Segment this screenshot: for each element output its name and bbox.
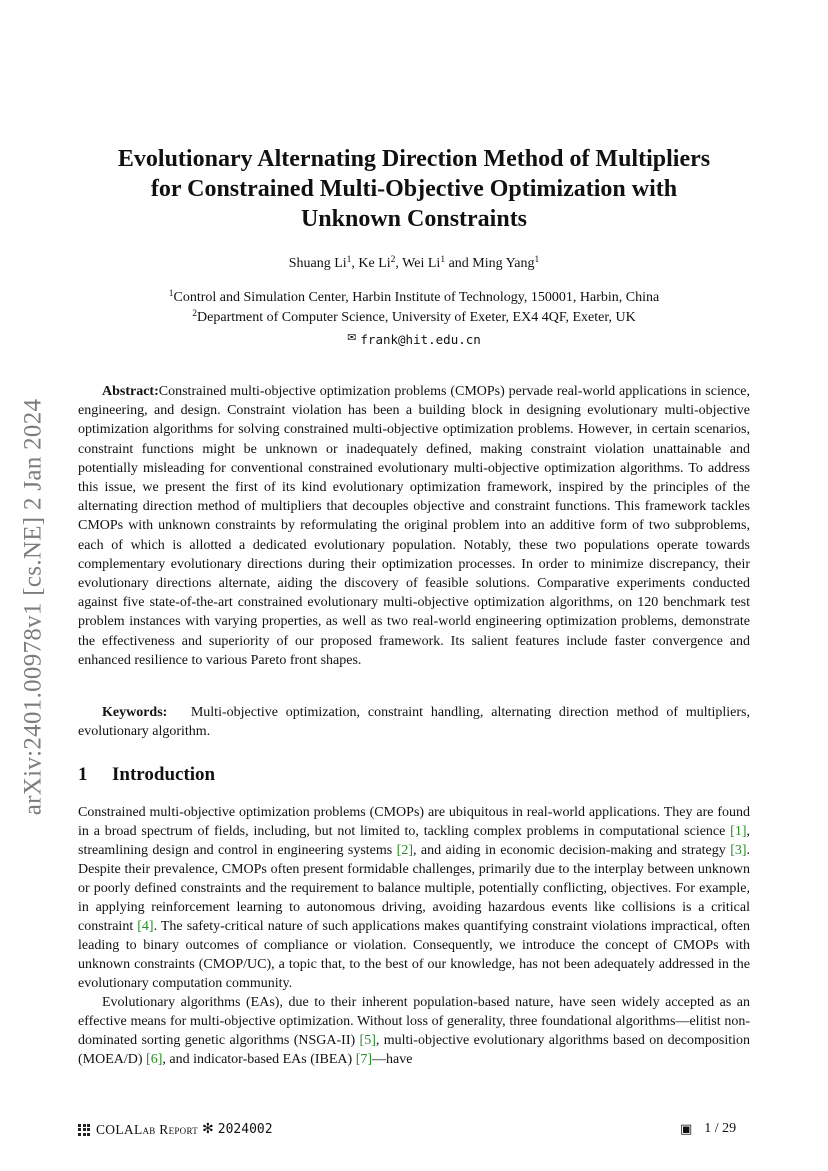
dots-grid-icon [78, 1124, 90, 1136]
author-affil-mark: 2 [390, 255, 396, 265]
citation-link[interactable]: [5] [359, 1033, 376, 1048]
envelope-icon: ✉ [347, 332, 357, 344]
affiliation [0, 288, 828, 308]
affiliation-text: Department of Computer Science, University of Exeter, EX4 4QF, Exeter, UK [197, 310, 636, 325]
affil-mark: 2 [192, 309, 198, 319]
footer-report [78, 1121, 273, 1138]
author: Shuang Li [288, 256, 347, 271]
introduction-body [78, 803, 750, 1069]
affiliation-text: Control and Simulation Center, Harbin Institute of Technology, 150001, Harbin, China [173, 290, 660, 305]
report-brand: COLALab Report [96, 1121, 199, 1137]
paragraph [78, 993, 750, 1069]
book-icon: ▣ [680, 1121, 693, 1136]
footer-page [680, 1121, 736, 1137]
keywords [78, 703, 750, 741]
email-link[interactable]: frank@hit.edu.cn [360, 332, 481, 347]
text-run: , multi-objective evolutionary algorithms based on decomposition (MOEA/D) [78, 1033, 751, 1067]
text-run: , and indicator-based EAs (IBEA) [162, 1052, 356, 1067]
section-number: 1 [78, 764, 88, 785]
text-run: —have [372, 1052, 413, 1067]
report-id: 2024002 [217, 1122, 273, 1137]
email-line [0, 328, 828, 351]
abstract-label: Abstract: [102, 384, 159, 399]
citation-link[interactable]: [3] [730, 843, 747, 858]
citation-link[interactable]: [4] [137, 919, 154, 934]
text-run: . Despite their prevalence, CMOPs often present formidable challenges, primarily due to the interplay between unknown or poorly defined constraints and the requirement to balance multiple, potentially conflicting, objectives. For example, in applying reinforcement learning to autonomous driving, avoiding hazardous events like collisions is a critical constraint [78, 843, 751, 934]
citation-link[interactable]: [6] [146, 1052, 163, 1067]
affiliation [0, 308, 828, 328]
text-run: . The safety-critical nature of such applications makes quantifying constraint violations impractical, often leading to binary outcomes of compliance or violation. Consequently, we introduce the concept of CMOPs with unknown constraints (CMOP/UC), a topic that, to the best of our knowledge, has not been adequately addressed in the evolutionary computation community. [78, 919, 750, 991]
paper-title: Evolutionary Alternating Direction Method of Multipliers for Constrained Multi-Objective Optimization with Unknown Constraints [117, 146, 711, 232]
author: Ke Li [358, 256, 391, 271]
paragraph [78, 803, 750, 993]
section-heading [78, 764, 215, 786]
text-run: , streamlining design and control in engineering systems [78, 824, 750, 858]
arxiv-identifier: arXiv:2401.00978v1 [cs.NE] 2 Jan 2024 [19, 398, 46, 816]
author: Wei Li [402, 256, 441, 271]
text-run: Constrained multi-objective optimization problems (CMOPs) are ubiquitous in real-world applications. They are found in a broad spectrum of fields, including, but not limited to, tackling complex problems in computational science [78, 805, 750, 839]
author-affil-mark: 1 [440, 255, 446, 265]
keywords-label: Keywords: [102, 705, 168, 720]
abstract-text: Constrained multi-objective optimization problems (CMOPs) pervade real-world applications in science, engineering, and design. Constraint violation has been a building block in designing evolutionary multi-objective optimization algorithms for solving constrained multi-objective optimization problems. However, in certain scenarios, constraint functions might be unknown or inadequately defined, making constraint violation unattainable and potentially misleading for conventional constrained evolutionary multi-objective optimization algorithms. To address this issue, we present the first of its kind evolutionary optimization framework, inspired by the principles of the alternating direction method of multipliers that decouples objective and constraint functions. This framework tackles CMOPs with unknown constraints by reformulating the original problem into an additive form of two subproblems, each of which is allotted a dedicated evolutionary population. Notably, these two populations operate towards complementary evolutionary directions during their optimization processes. In order to minimize discrepancy, their evolutionary directions alternate, aiding the discovery of feasible solutions. Comparative experiments conducted against five state-of-the-art constrained evolutionary multi-objective optimization algorithms, on 120 benchmark test problem instances with varying properties, as well as two real-world engineering optimization problems, demonstrate the effectiveness and superiority of our proposed framework. Its salient features include faster convergence and enhanced resilience to various Pareto front shapes. [78, 384, 750, 668]
author: Ming Yang [472, 256, 535, 271]
arxiv-sidebar [14, 372, 52, 842]
page-number: 1 / 29 [704, 1121, 737, 1136]
affil-mark: 1 [168, 289, 174, 299]
author-affil-mark: 1 [534, 255, 540, 265]
star-icon: ✻ [202, 1122, 214, 1137]
author-list: Shuang Li$^1$, Ke Li$^2$, Wei Li$^1$ and Ming Yang$^1$ [288, 255, 540, 271]
text-run: Evolutionary algorithms (EAs), due to their inherent population-based nature, have seen widely accepted as an effective means for multi-objective optimization. Without loss of generality, three foundational algorithms—elitist non-dominated sorting genetic algorithms (NSGA-II) [78, 995, 750, 1048]
citation-link[interactable]: [1] [730, 824, 747, 839]
citation-link[interactable]: [7] [355, 1052, 373, 1067]
affiliation-list [0, 288, 828, 351]
author-affil-mark: 1 [346, 255, 352, 265]
section-title: Introduction [112, 764, 216, 785]
abstract [78, 382, 750, 670]
keywords-text: Multi-objective optimization, constraint handling, alternating direction method of multipliers, evolutionary algorithm. [78, 705, 751, 740]
citation-link[interactable]: [2] [396, 843, 413, 858]
text-run: , and aiding in economic decision-making and strategy [412, 843, 731, 858]
